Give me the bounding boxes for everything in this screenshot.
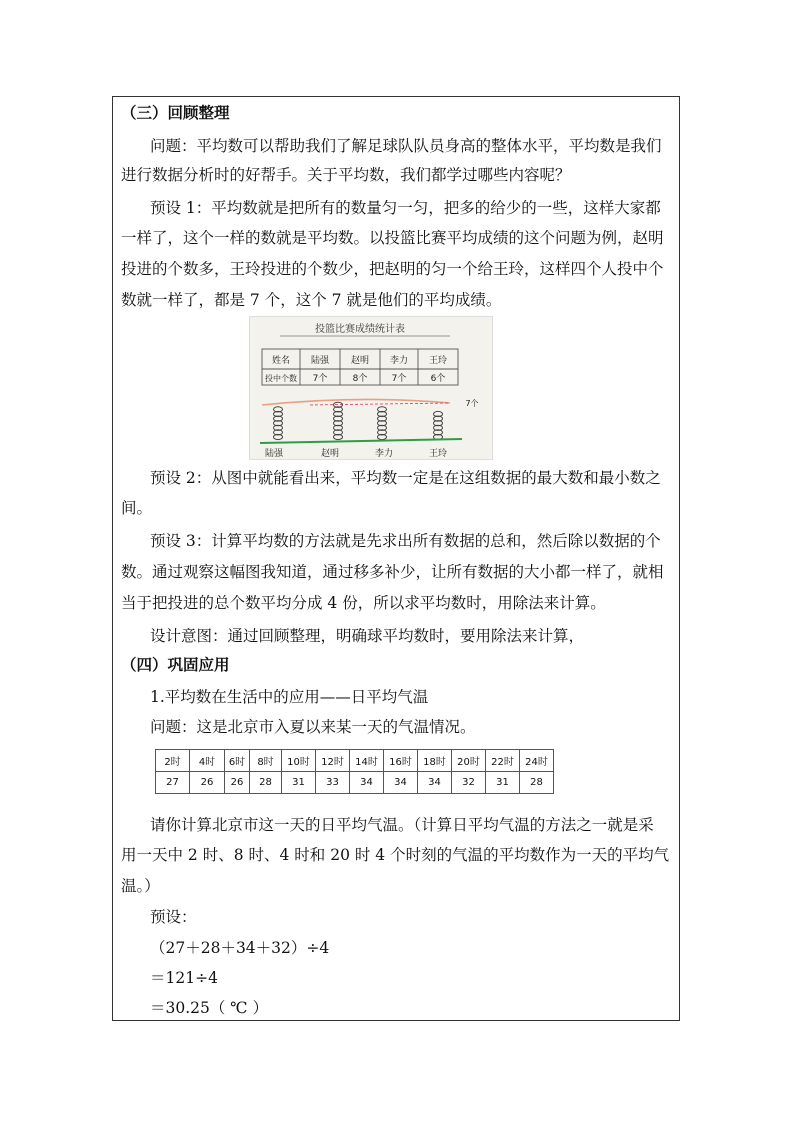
- preset2-line-2: 间。: [121, 499, 153, 517]
- time-cell: 18时: [418, 750, 452, 772]
- time-cell: 16时: [384, 750, 418, 772]
- basketball-score-photo: [249, 316, 493, 460]
- task-line-2: 用一天中 2 时、8 时、4 时和 20 时 4 个时刻的气温的平均数作为一天的平均气: [121, 846, 670, 864]
- photo-name: 李力: [389, 356, 409, 366]
- temp-cell: 34: [384, 772, 418, 794]
- temp-cell: 31: [282, 772, 316, 794]
- photo-name: 赵明: [350, 356, 370, 366]
- photo-score: 7个: [391, 374, 407, 384]
- time-cell: 12时: [316, 750, 350, 772]
- time-cell: 24时: [520, 750, 554, 772]
- lesson-plan-cell: [112, 96, 680, 1021]
- photo-bottom-name: 王玲: [428, 449, 448, 459]
- preset-label: 预设：: [150, 908, 197, 926]
- photo-name: 王玲: [428, 356, 448, 366]
- time-cell: 22时: [486, 750, 520, 772]
- time-cell: 2时: [156, 750, 190, 772]
- section-heading-apply: （四）巩固应用: [121, 655, 230, 674]
- temperature-table: [155, 749, 554, 794]
- table-row-temps: [156, 772, 554, 794]
- photo-bottom-name: 陆强: [264, 449, 284, 459]
- task-line-3: 温。）: [121, 877, 160, 895]
- temp-cell: 26: [190, 772, 225, 794]
- preset1-line-3: 投进的个数多，王玲投进的个数少，把赵明的匀一个给王玲，这样四个人投中个: [121, 260, 664, 278]
- preset3-line-1: 预设 3：计算平均数的方法就是先求出所有数据的总和，然后除以数据的个: [150, 532, 661, 550]
- temp-cell: 33: [316, 772, 350, 794]
- preset3-line-2: 数。通过观察这幅图我知道，通过移多补少，让所有数据的大小都一样了，就相: [121, 563, 664, 581]
- question-line-1: 问题：平均数可以帮助我们了解足球队队员身高的整体水平，平均数是我们: [150, 137, 662, 155]
- preset1-line-2: 一样了，这个一样的数就是平均数。以投篮比赛平均成绩的这个问题为例，赵明: [121, 229, 664, 247]
- photo-header-label: 姓名: [271, 356, 291, 366]
- temp-cell: 28: [250, 772, 282, 794]
- time-cell: 4时: [190, 750, 225, 772]
- temperature-question: 问题：这是北京市入夏以来某一天的气温情况。: [150, 718, 476, 736]
- table-row-times: [156, 750, 554, 772]
- task-line-1: 请你计算北京市这一天的日平均气温。（计算日平均气温的方法之一就是采: [150, 816, 654, 834]
- time-cell: 10时: [282, 750, 316, 772]
- photo-name: 陆强: [310, 356, 330, 366]
- time-cell: 20时: [452, 750, 486, 772]
- photo-bottom-name: 李力: [374, 449, 394, 459]
- photo-bottom-name: 赵明: [320, 449, 340, 459]
- temp-cell: 34: [418, 772, 452, 794]
- photo-title: 投篮比赛成绩统计表: [315, 324, 405, 335]
- time-cell: 14时: [350, 750, 384, 772]
- photo-score: 8个: [352, 374, 368, 384]
- section-heading-review: （三）回顾整理: [121, 103, 230, 122]
- temp-cell: 28: [520, 772, 554, 794]
- temp-cell: 26: [225, 772, 250, 794]
- temp-cell: 27: [156, 772, 190, 794]
- temp-cell: 31: [486, 772, 520, 794]
- calc-line-1: （27＋28＋34＋32）÷4: [150, 939, 330, 957]
- photo-avg-label: 7个: [465, 399, 479, 408]
- item1-title: 1.平均数在生活中的应用——日平均气温: [150, 688, 429, 706]
- temp-cell: 32: [452, 772, 486, 794]
- photo-score: 6个: [430, 374, 446, 384]
- preset3-line-3: 当于把投进的总个数平均分成 4 份，所以求平均数时，用除法来计算。: [121, 594, 606, 612]
- time-cell: 6时: [225, 750, 250, 772]
- preset2-line-1: 预设 2：从图中就能看出来，平均数一定是在这组数据的最大数和最小数之: [150, 469, 661, 487]
- time-cell: 8时: [250, 750, 282, 772]
- temp-cell: 34: [350, 772, 384, 794]
- question-line-2: 进行数据分析时的好帮手。关于平均数，我们都学过哪些内容呢？: [121, 166, 571, 184]
- calc-line-3: ＝30.25（ ℃ ）: [150, 999, 269, 1017]
- preset1-line-4: 数就一样了，都是 7 个，这个 7 就是他们的平均成绩。: [121, 291, 502, 309]
- calc-line-2: ＝121÷4: [150, 969, 218, 987]
- photo-score: 7个: [312, 374, 328, 384]
- design-intent: 设计意图：通过回顾整理，明确球平均数时，要用除法来计算，: [150, 627, 585, 645]
- preset1-line-1: 预设 1：平均数就是把所有的数量匀一匀，把多的给少的一些，这样大家都: [150, 199, 661, 217]
- photo-row-label: 投中个数: [265, 374, 297, 383]
- score-photo-drawing: [250, 317, 493, 460]
